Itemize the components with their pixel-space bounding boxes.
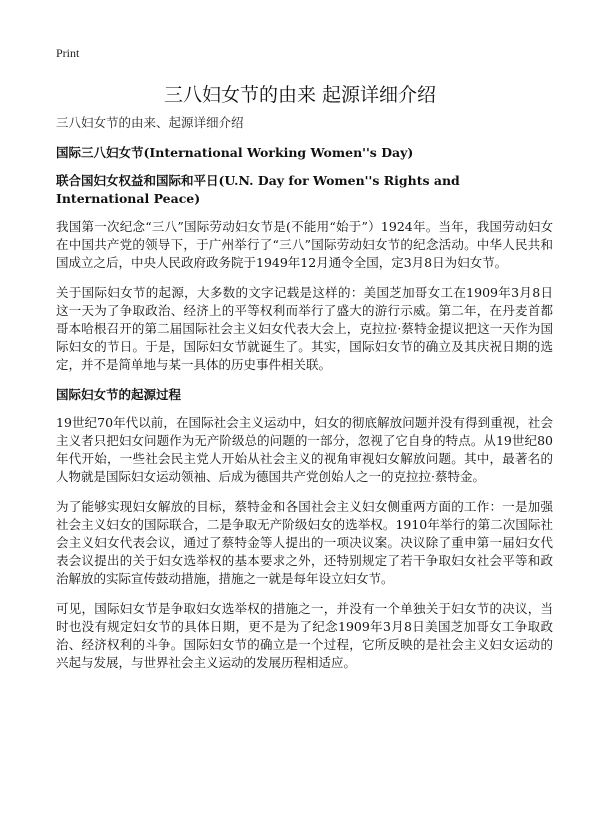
paragraph-zetkin-goals: 为了能够实现妇女解放的目标，蔡特金和各国社会主义妇女侧重两方面的工作：一是加强社会主义妇女的国际联合，二是争取无产阶级妇女的选举权。1910年举行的第二次国际社会主义妇女代表会议，通过了蔡特金等人提出的一项决议案。决议除了重申第一届妇女代表会议提出的关于妇女选举权的基本要求之外，还特别规定了若干争取妇女社会平等和政治解放的实际宣传鼓动措施，措施之一就是每年设立妇女节。	[56, 499, 553, 586]
article-subtitle: 三八妇女节的由来、起源详细介绍	[56, 115, 244, 130]
section-heading-origin-process: 国际妇女节的起源过程	[56, 387, 182, 402]
heading-international-womens-day: 国际三八妇女节(International Working Women''s Day)	[56, 145, 414, 160]
print-label[interactable]: Print	[56, 46, 80, 60]
paragraph-origin: 关于国际妇女节的起源，大多数的文字记载是这样的：美国芝加哥女工在1909年3月8日这一天为了争取政治、经济上的平等权利而举行了盛大的游行示威。第二年，在丹麦首都哥本哈根召开的第二届国际社会主义妇女代表大会上，克拉拉·蔡特金提议把这一天作为国际妇女的节日。于是，国际妇女节就诞生了。其实，国际妇女节的确立及其庆祝日期的选定，并不是简单地与某一具体的历史事件相关联。	[56, 285, 553, 372]
paragraph-19th-century: 19世纪70年代以前，在国际社会主义运动中，妇女的彻底解放问题并没有得到重视，社会主义者只把妇女问题作为无产阶级总的问题的一部分，忽视了它自身的特点。从19世纪80年代开始，一些社会民主党人开始从社会主义的视角审视妇女解放问题。其中，最著名的人物就是国际妇女运动领袖、后成为德国共产党创始人之一的克拉拉·蔡特金。	[56, 415, 553, 484]
article-body	[56, 114, 553, 684]
page-title: 三八妇女节的由来 起源详细介绍	[163, 84, 437, 106]
paragraph-first-commemoration: 我国第一次纪念“三八”国际劳动妇女节是(不能用“始于”）1924年。当年，我国劳动妇女在中国共产党的领导下，于广州举行了“三八”国际劳动妇女节的纪念活动。中华人民共和国成立之后，中央人民政府政务院于1949年12月通令全国，定3月8日为妇女节。	[56, 219, 553, 270]
paragraph-conclusion: 可见，国际妇女节是争取妇女选举权的措施之一，并没有一个单独关于妇女节的决议，当时也没有规定妇女节的具体日期，更不是为了纪念1909年3月8日美国芝加哥女工争取政治、经济权利的斗争。国际妇女节的确立是一个过程，它所反映的是社会主义妇女运动的兴起与发展，与世界社会主义运动的发展历程相适应。	[56, 601, 553, 670]
heading-un-day: 联合国妇女权益和国际和平日(U.N. Day for Women''s Rights and International Peace)	[56, 173, 460, 206]
